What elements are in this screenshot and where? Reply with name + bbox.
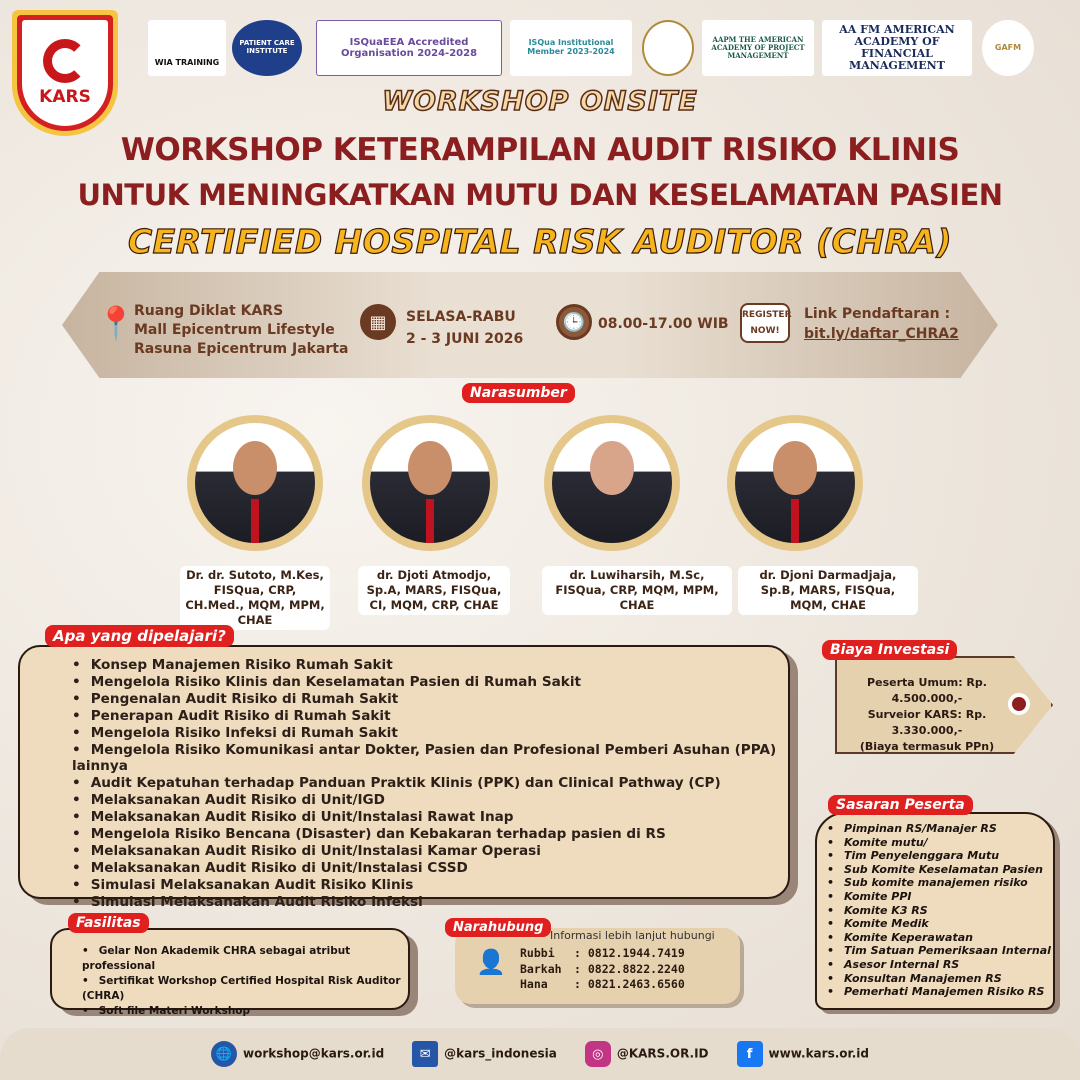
list-item: • Melaksanakan Audit Risiko di Unit/Instalasi Kamar Operasi xyxy=(72,843,788,860)
list-item: • Mengelola Risiko Bencana (Disaster) dan Kebakaran terhadap pasien di RS xyxy=(72,826,788,843)
instagram-icon: ◎ xyxy=(585,1041,611,1067)
time: 08.00-17.00 WIB xyxy=(598,316,729,332)
location-line: Mall Epicentrum Lifestyle xyxy=(134,322,335,338)
seal-logo xyxy=(642,20,694,76)
instagram-text: @KARS.OR.ID xyxy=(616,1046,709,1061)
list-item: • Mengelola Risiko Klinis dan Keselamatan Pasien di Rumah Sakit xyxy=(72,674,788,691)
list-item: • Tim Satuan Pemeriksaan Internal xyxy=(827,944,1053,958)
list-item: • Komite PPI xyxy=(827,890,1053,904)
cost-text xyxy=(842,675,1012,755)
list-item: • Simulasi Melaksanakan Audit Risiko Klinis xyxy=(72,877,788,894)
list-item: • Simulasi Melaksanakan Audit Risiko Infeksi xyxy=(72,894,788,911)
pci-logo-text: PATIENT CARE INSTITUTE xyxy=(239,39,295,55)
list-item: • Mengelola Risiko Komunikasi antar Dokter, Pasien dan Profesional Pemberi Asuhan (PPA) lainnya xyxy=(72,742,788,776)
isqua-logo xyxy=(510,20,632,76)
gafm-logo xyxy=(982,20,1034,76)
list-item: • Melaksanakan Audit Risiko di Unit/Instalasi CSSD xyxy=(72,860,788,877)
list-item: • Melaksanakan Audit Risiko di Unit/Instalasi Rawat Inap xyxy=(72,809,788,826)
speaker-name: Dr. dr. Sutoto, M.Kes, FISQua, CRP, CH.Med., MQM, MPM, CHAE xyxy=(180,566,330,630)
list-item: • Pimpinan RS/Manajer RS xyxy=(827,822,1053,836)
mail-icon: ✉ xyxy=(412,1041,438,1067)
footer xyxy=(0,1028,1080,1080)
list-item: • Gelar Non Akademik CHRA sebagai atribut professional xyxy=(82,944,408,974)
isqua-eea-logo xyxy=(316,20,502,76)
list-item: • Konsep Manajemen Risiko Rumah Sakit xyxy=(72,657,788,674)
list-item: • Komite K3 RS xyxy=(827,904,1053,918)
contact-name: Rubbi xyxy=(520,946,555,960)
target-list xyxy=(827,822,1053,999)
speaker-photo xyxy=(544,415,680,551)
wia-logo xyxy=(148,20,226,76)
calendar-icon: ▦ xyxy=(360,304,396,340)
cost-line: Peserta Umum: Rp. 4.500.000,- xyxy=(867,676,987,705)
facilities-label: Fasilitas xyxy=(68,913,149,933)
aafm-logo xyxy=(822,20,972,76)
target-label: Sasaran Peserta xyxy=(828,795,973,815)
contact-row xyxy=(520,977,685,993)
contact-list xyxy=(520,946,685,993)
location xyxy=(134,302,348,359)
contact-phone[interactable]: : 0822.8822.2240 xyxy=(574,961,685,976)
speaker-photo xyxy=(187,415,323,551)
kars-logo-text: KARS xyxy=(39,87,91,107)
contact-phone[interactable]: : 0821.2463.6560 xyxy=(574,977,685,991)
date-text: 2 - 3 JUNI 2026 xyxy=(406,331,524,347)
mail-handle-text: @kars_indonesia xyxy=(444,1046,557,1061)
contact-name: Barkah xyxy=(520,961,562,976)
list-item: • Komite Keperawatan xyxy=(827,931,1053,945)
list-item: • Sub Komite Keselamatan Pasien xyxy=(827,863,1053,877)
target-box xyxy=(815,812,1055,1010)
registration xyxy=(804,304,959,344)
date xyxy=(406,306,523,350)
list-item: • Melaksanakan Audit Risiko di Unit/IGD xyxy=(72,792,788,809)
footer-mail-handle[interactable] xyxy=(412,1041,557,1067)
title-line-2: UNTUK MENINGKATKAN MUTU DAN KESELAMATAN PASIEN xyxy=(77,178,1003,212)
kars-logo xyxy=(12,10,118,136)
wia-logo-text: WIA TRAINING xyxy=(154,57,220,67)
isqua-logo-text: ISQua Institutional Member 2023-2024 xyxy=(527,38,615,56)
clock-icon: 🕒 xyxy=(556,304,592,340)
email-text: workshop@kars.or.id xyxy=(243,1046,385,1061)
contact-row xyxy=(520,962,685,978)
contact-intro: Informasi lebih lanjut hubungi xyxy=(550,929,715,942)
speaker-photo xyxy=(727,415,863,551)
learning-box xyxy=(18,645,790,910)
contact-phone[interactable]: : 0812.1944.7419 xyxy=(574,946,685,960)
list-item: • Asesor Internal RS xyxy=(827,958,1053,972)
list-item: • Sub komite manajemen risiko xyxy=(827,876,1053,890)
footer-website[interactable] xyxy=(737,1041,869,1067)
list-item: • Tim Penyelenggara Mutu xyxy=(827,849,1053,863)
website-text: www.kars.or.id xyxy=(768,1046,869,1061)
pci-logo xyxy=(232,20,302,76)
facilities-box xyxy=(50,928,410,1017)
speaker-photo xyxy=(362,415,498,551)
facilities-list xyxy=(82,944,408,1019)
title-line-1: WORKSHOP KETERAMPILAN AUDIT RISIKO KLINIS xyxy=(120,132,960,168)
register-now-icon: REGISTER NOW! xyxy=(740,303,790,343)
list-item: • Komite Medik xyxy=(827,917,1053,931)
registration-label: Link Pendaftaran : xyxy=(804,306,951,322)
contact-row xyxy=(520,946,685,962)
speaker-name: dr. Djoni Darmadjaja, Sp.B, MARS, FISQua, MQM, CHAE xyxy=(738,566,918,615)
speakers-label: Narasumber xyxy=(462,383,575,403)
aapm-logo xyxy=(702,20,814,76)
list-item: • Audit Kepatuhan terhadap Panduan Praktik Klinis (PPK) dan Clinical Pathway (CP) xyxy=(72,775,788,792)
gafm-logo-text: GAFM xyxy=(994,42,1022,52)
footer-email[interactable] xyxy=(211,1041,384,1067)
isqua-eea-logo-text: ISQuaEEA Accredited Organisation 2024-2028 xyxy=(340,37,478,59)
list-item: • Penerapan Audit Risiko di Rumah Sakit xyxy=(72,708,788,725)
days: SELASA-RABU xyxy=(406,309,516,325)
speaker-name: dr. Luwiharsih, M.Sc, FISQua, CRP, MQM, MPM, CHAE xyxy=(542,566,732,615)
speaker-name: dr. Djoti Atmodjo, Sp.A, MARS, FISQua, CI, MQM, CRP, CHAE xyxy=(358,566,510,615)
title-line-3: CERTIFIED HOSPITAL RISK AUDITOR (CHRA) xyxy=(127,222,953,261)
aafm-logo-text: AA FM AMERICAN ACADEMY OF FINANCIAL MANAGEMENT xyxy=(839,22,955,73)
aapm-logo-text: AAPM THE AMERICAN ACADEMY OF PROJECT MANAGEMENT xyxy=(711,35,805,60)
list-item: • Pengenalan Audit Risiko di Rumah Sakit xyxy=(72,691,788,708)
cost-label: Biaya Investasi xyxy=(822,640,957,660)
list-item: • Konsultan Manajemen RS xyxy=(827,972,1053,986)
cost-line: Surveior KARS: Rp. 3.330.000,- xyxy=(867,708,987,737)
headset-user-icon: 👤 xyxy=(476,948,506,976)
globe-icon: 🌐 xyxy=(211,1041,237,1067)
registration-link[interactable]: bit.ly/daftar_CHRA2 xyxy=(804,326,959,342)
contact-name: Hana xyxy=(520,977,548,991)
location-line: Rasuna Epicentrum Jakarta xyxy=(134,341,349,357)
facebook-icon: f xyxy=(737,1041,763,1067)
list-item: • Komite mutu/ xyxy=(827,836,1053,850)
footer-instagram[interactable] xyxy=(585,1041,709,1067)
cost-line: (Biaya termasuk PPn) xyxy=(859,740,995,753)
learning-label: Apa yang dipelajari? xyxy=(45,625,234,647)
list-item: • Soft file Materi Workshop xyxy=(82,1004,408,1019)
workshop-type: WORKSHOP ONSITE xyxy=(382,86,698,117)
list-item: • Sertifikat Workshop Certified Hospital Risk Auditor (CHRA) xyxy=(82,974,408,1004)
list-item: • Pemerhati Manajemen Risiko RS xyxy=(827,985,1053,999)
location-line: Ruang Diklat KARS xyxy=(134,303,284,319)
contact-label: Narahubung xyxy=(445,918,551,937)
location-pin-icon: 📍 xyxy=(96,304,136,342)
list-item: • Mengelola Risiko Infeksi di Rumah Sakit xyxy=(72,725,788,742)
learning-list xyxy=(72,657,788,911)
